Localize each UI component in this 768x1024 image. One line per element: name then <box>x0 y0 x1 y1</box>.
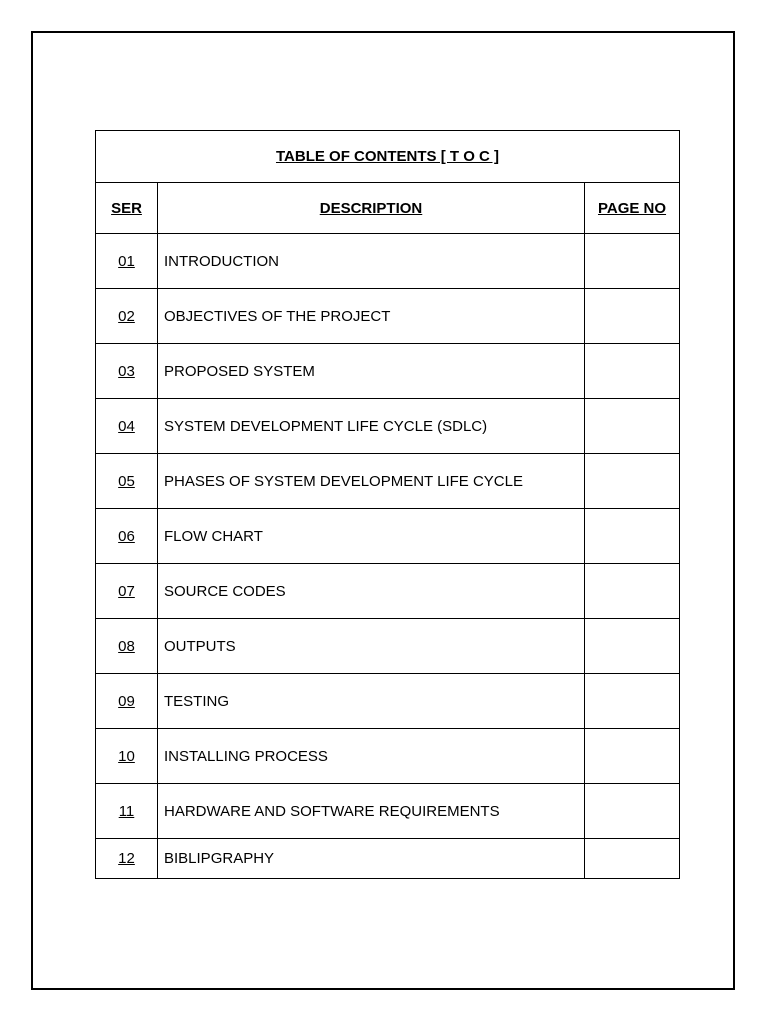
table-row <box>96 674 680 729</box>
row-description: SYSTEM DEVELOPMENT LIFE CYCLE (SDLC) <box>158 399 585 454</box>
row-description: SOURCE CODES <box>158 564 585 619</box>
row-description: PROPOSED SYSTEM <box>158 344 585 399</box>
row-description: OUTPUTS <box>158 619 585 674</box>
row-ser-number: 06 <box>96 509 158 564</box>
row-ser-number: 10 <box>96 729 158 784</box>
table-row <box>96 729 680 784</box>
row-page-number <box>585 729 680 784</box>
table-row <box>96 289 680 344</box>
table-row <box>96 564 680 619</box>
row-ser-number: 07 <box>96 564 158 619</box>
row-ser-number: 11 <box>96 784 158 839</box>
row-page-number <box>585 454 680 509</box>
row-description: BIBLIPGRAPHY <box>158 839 585 879</box>
row-page-number <box>585 839 680 879</box>
toc-title: TABLE OF CONTENTS [ T O C ] <box>96 131 680 183</box>
row-page-number <box>585 344 680 399</box>
row-ser-number: 02 <box>96 289 158 344</box>
toc-header-row <box>96 183 680 234</box>
row-description: HARDWARE AND SOFTWARE REQUIREMENTS <box>158 784 585 839</box>
row-page-number <box>585 234 680 289</box>
row-ser-number: 12 <box>96 839 158 879</box>
row-ser-number: 09 <box>96 674 158 729</box>
row-ser-number: 03 <box>96 344 158 399</box>
table-row <box>96 399 680 454</box>
table-row <box>96 784 680 839</box>
row-ser-number: 04 <box>96 399 158 454</box>
row-description: INSTALLING PROCESS <box>158 729 585 784</box>
header-description: DESCRIPTION <box>158 183 585 234</box>
row-page-number <box>585 564 680 619</box>
row-page-number <box>585 509 680 564</box>
row-description: INTRODUCTION <box>158 234 585 289</box>
table-row <box>96 619 680 674</box>
row-description: PHASES OF SYSTEM DEVELOPMENT LIFE CYCLE <box>158 454 585 509</box>
row-description: TESTING <box>158 674 585 729</box>
row-page-number <box>585 289 680 344</box>
table-of-contents <box>95 130 680 879</box>
table-row <box>96 234 680 289</box>
row-ser-number: 05 <box>96 454 158 509</box>
row-description: OBJECTIVES OF THE PROJECT <box>158 289 585 344</box>
row-page-number <box>585 674 680 729</box>
row-page-number <box>585 784 680 839</box>
row-ser-number: 01 <box>96 234 158 289</box>
table-row <box>96 454 680 509</box>
table-row <box>96 839 680 879</box>
row-page-number <box>585 619 680 674</box>
table-row <box>96 509 680 564</box>
header-page-no: PAGE NO <box>585 183 680 234</box>
row-description: FLOW CHART <box>158 509 585 564</box>
row-ser-number: 08 <box>96 619 158 674</box>
table-row <box>96 344 680 399</box>
toc-title-row <box>96 131 680 183</box>
row-page-number <box>585 399 680 454</box>
header-ser: SER <box>96 183 158 234</box>
